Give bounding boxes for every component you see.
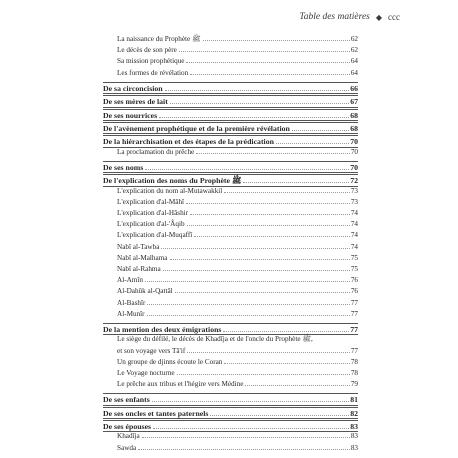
dot-leader bbox=[153, 428, 349, 429]
toc-section-entry bbox=[103, 420, 358, 432]
dot-leader bbox=[175, 292, 350, 293]
dot-leader bbox=[152, 401, 349, 402]
dot-leader bbox=[223, 331, 349, 332]
dot-leader bbox=[163, 270, 350, 271]
dot-leader bbox=[203, 40, 350, 41]
toc-entry-title: De ses oncles et tantes paternels bbox=[103, 408, 209, 418]
dot-leader bbox=[194, 236, 350, 237]
dot-leader bbox=[186, 203, 350, 204]
toc-entry-title: De la mention des deux émigrations bbox=[103, 324, 222, 334]
toc-entry-page: 77 bbox=[350, 309, 358, 318]
toc-entry-title: De la hiérarchisation et des étapes de la prédication bbox=[103, 137, 274, 147]
dot-leader bbox=[145, 281, 350, 282]
toc-entry-title: Le siège du défilé, le décès de Khadîja et de l'oncle du Prophète ﷺ, bbox=[117, 335, 313, 344]
dot-leader bbox=[170, 103, 349, 104]
toc-section-entry bbox=[103, 161, 358, 173]
toc-entry-title: Un groupe de djinns écoute le Coran bbox=[117, 357, 223, 366]
dot-leader bbox=[187, 225, 350, 226]
toc-entry-page: 83 bbox=[350, 422, 358, 432]
toc-entry-title: De ses noms bbox=[103, 162, 144, 172]
dot-leader bbox=[147, 304, 349, 305]
toc-subentry bbox=[103, 288, 358, 299]
toc-entry-title: La naissance du Prophète ﷺ bbox=[117, 35, 201, 43]
toc-entry-title: De ses mères de lait bbox=[103, 97, 168, 107]
ornament-icon: ◆ bbox=[375, 12, 383, 22]
header-title: Table des matières bbox=[299, 12, 370, 22]
toc-entry-title: Al-Amîn bbox=[117, 276, 143, 285]
toc-section-entry bbox=[103, 122, 358, 134]
toc-entry-title: Al-Bashîr bbox=[117, 298, 146, 307]
dot-leader bbox=[179, 51, 350, 52]
toc-entry-page: 74 bbox=[350, 209, 358, 218]
toc-entry-title: L'explication du nom al-Mutawakkil bbox=[117, 186, 223, 195]
toc-section-entry bbox=[103, 393, 358, 405]
toc-entry-title: L'explication d'al-Hâshir bbox=[117, 209, 189, 218]
dot-leader bbox=[138, 449, 350, 450]
toc-entry-page: 68 bbox=[350, 123, 358, 133]
toc-entry-page: 81 bbox=[350, 395, 358, 405]
toc-entry-page: 62 bbox=[350, 35, 358, 43]
toc-subentry bbox=[103, 381, 358, 392]
toc-entry-page: 78 bbox=[350, 368, 358, 377]
toc-entry-title: Les formes de révélation bbox=[117, 68, 189, 77]
toc-entry-page: 74 bbox=[350, 231, 358, 240]
page-number: ccc bbox=[388, 12, 400, 22]
toc-entry-title: L'explication d'al-Mâhî bbox=[117, 197, 185, 206]
dot-leader bbox=[190, 74, 350, 75]
toc-entry-title: Le décès de son père bbox=[117, 46, 177, 55]
toc-entry-page: 83 bbox=[350, 432, 358, 441]
toc-entry-title: Nabî al-Tawba bbox=[117, 242, 160, 251]
toc-subentry bbox=[103, 70, 358, 81]
toc-entry-title: La proclamation du prêche bbox=[117, 147, 195, 156]
toc-entry-page: 77 bbox=[350, 346, 358, 355]
toc-entry-page: 73 bbox=[350, 197, 358, 206]
dot-leader bbox=[276, 143, 349, 144]
toc-subentry bbox=[103, 58, 358, 69]
toc-section-entry bbox=[103, 82, 358, 94]
toc-entry-page: 66 bbox=[350, 83, 358, 93]
toc-entry-page: 77 bbox=[350, 324, 358, 334]
dot-leader bbox=[159, 117, 349, 118]
dot-leader bbox=[142, 437, 350, 438]
toc-entry-title: Le Voyage nocturne bbox=[117, 368, 175, 377]
toc-subentry bbox=[103, 149, 358, 160]
toc-section-entry bbox=[103, 174, 358, 186]
dot-leader bbox=[190, 214, 350, 215]
toc-entry-page: 72 bbox=[350, 176, 358, 186]
dot-leader bbox=[187, 352, 350, 353]
dot-leader bbox=[224, 363, 349, 364]
toc-entry-title: De l'avènement prophétique et de la première révélation bbox=[103, 123, 290, 133]
toc-entry-title: De ses épouses bbox=[103, 422, 152, 432]
dot-leader bbox=[243, 182, 349, 183]
dot-leader bbox=[196, 153, 350, 154]
toc-subentry bbox=[103, 433, 358, 444]
toc-entry-page: 70 bbox=[350, 147, 358, 156]
toc-entry-title: et son voyage vers Tâ'if bbox=[117, 346, 186, 355]
toc-subentry bbox=[103, 336, 358, 347]
toc-subentry bbox=[103, 348, 358, 359]
toc-entry-page: 70 bbox=[350, 137, 358, 147]
toc-section-entry bbox=[103, 109, 358, 121]
running-header bbox=[299, 12, 400, 22]
toc-entry-page: 77 bbox=[350, 298, 358, 307]
toc-entry-page: 83 bbox=[350, 443, 358, 452]
toc-entry-title: Sawda bbox=[117, 443, 137, 452]
toc-entry-page: 64 bbox=[350, 57, 358, 66]
dot-leader bbox=[177, 374, 350, 375]
toc-section-entry bbox=[103, 95, 358, 107]
toc-entry-page: 74 bbox=[350, 242, 358, 251]
toc-entry-title: Nabî al-Rahma bbox=[117, 264, 161, 273]
toc-entry-title: Sa mission prophétique bbox=[117, 57, 185, 66]
toc-section-entry bbox=[103, 407, 358, 419]
dot-leader bbox=[161, 248, 349, 249]
toc-subentry bbox=[103, 445, 358, 456]
toc-entry-page: 78 bbox=[350, 357, 358, 366]
dot-leader bbox=[186, 62, 349, 63]
toc-entry-title: Al-Munîr bbox=[117, 309, 145, 318]
toc-entry-title: L'explication d'al-Muqaffî bbox=[117, 231, 193, 240]
toc-entry-title: De ses enfants bbox=[103, 395, 150, 405]
toc-entry-page: 70 bbox=[350, 162, 358, 172]
toc-entry-page: 68 bbox=[350, 110, 358, 120]
dot-leader bbox=[224, 192, 350, 193]
toc-entry-page: 64 bbox=[350, 68, 358, 77]
toc-entry-page: 67 bbox=[350, 97, 358, 107]
toc-entry-page: 74 bbox=[350, 220, 358, 229]
dot-leader bbox=[147, 315, 350, 316]
toc-entry-title: Khadîja bbox=[117, 432, 140, 441]
toc-entry-page: 76 bbox=[350, 287, 358, 296]
toc-entry-page: 73 bbox=[350, 186, 358, 195]
dot-leader bbox=[210, 415, 349, 416]
toc-entry-title: De sa circoncision bbox=[103, 83, 163, 93]
toc-entry-title: Nabî al-Malhama bbox=[117, 253, 168, 262]
toc-subentry bbox=[103, 311, 358, 322]
toc-entry-title: De l'explication des noms du Prophète ﷺ bbox=[103, 176, 242, 186]
toc-entry-page: 75 bbox=[350, 253, 358, 262]
toc-entry-title: Al-Dahûk al-Qattâl bbox=[117, 287, 173, 296]
toc-entry-title: Le prêche aux tribus et l'hégire vers Médine bbox=[117, 380, 244, 389]
toc-entry-title: L'explication d'al-'Âqib bbox=[117, 220, 185, 229]
toc-entry-title: De ses nourrices bbox=[103, 110, 158, 120]
toc-entry-page: 62 bbox=[350, 46, 358, 55]
dot-leader bbox=[165, 90, 350, 91]
dot-leader bbox=[170, 259, 350, 260]
toc-entry-page: 75 bbox=[350, 264, 358, 273]
dot-leader bbox=[145, 169, 349, 170]
toc-entry-page: 76 bbox=[350, 276, 358, 285]
toc-subentry bbox=[103, 232, 358, 243]
dot-leader bbox=[292, 130, 349, 131]
toc-section-entry bbox=[103, 135, 358, 147]
toc-section-entry bbox=[103, 323, 358, 335]
toc-entry-page: 82 bbox=[350, 408, 358, 418]
table-of-contents bbox=[103, 36, 358, 456]
toc-entry-page: 79 bbox=[350, 380, 358, 389]
dot-leader bbox=[245, 385, 349, 386]
